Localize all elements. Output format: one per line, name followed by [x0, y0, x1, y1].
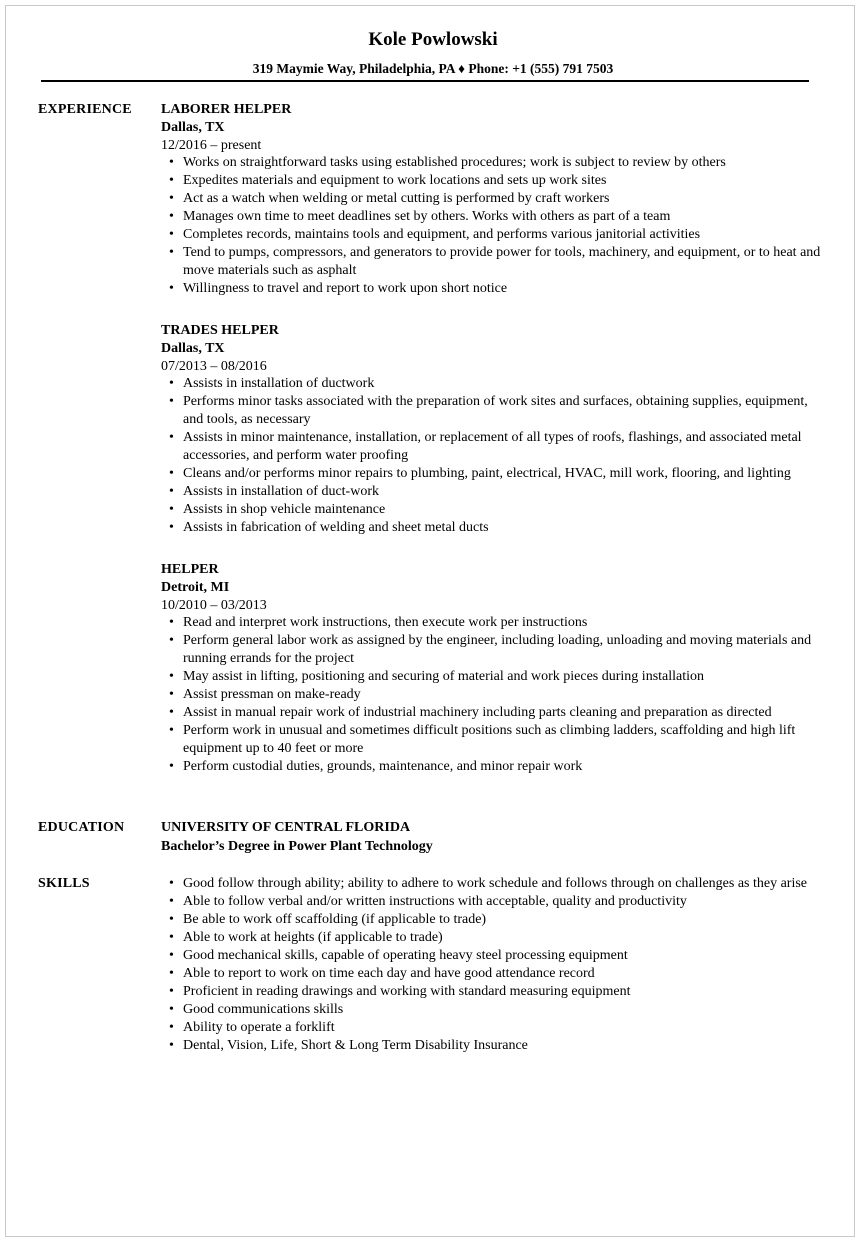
- skills-body: [161, 875, 823, 1055]
- job-title: TRADES HELPER: [161, 323, 279, 338]
- job-duty: • Assist pressman on make-ready: [161, 686, 823, 704]
- job-entry: [161, 561, 823, 776]
- job-title: HELPER: [161, 562, 219, 577]
- contact-line: 319 Maymie Way, Philadelphia, PA ♦ Phone: +1 (555) 791 7503: [252, 61, 614, 76]
- candidate-name: Kole Powlowski: [368, 29, 498, 50]
- header-divider: [41, 80, 809, 82]
- skills-list: [161, 875, 823, 1055]
- job-duties: [161, 375, 823, 537]
- job-dates: 12/2016 – present: [161, 138, 262, 153]
- job-duty: • Act as a watch when welding or metal cutting is performed by craft workers: [161, 190, 823, 208]
- job-duty: • Tend to pumps, compressors, and generators to provide power for tools, machinery, and equipment, or to heat and move materials such as asphalt: [161, 244, 823, 280]
- job-duty: • Perform work in unusual and sometimes difficult positions such as climbing ladders, scaffolding and high lift equipment up to 40 feet or more: [161, 722, 823, 758]
- job-dates: 07/2013 – 08/2016: [161, 359, 267, 374]
- skill-item: • Good communications skills: [161, 1001, 823, 1019]
- job-duty: • Expedites materials and equipment to work locations and sets up work sites: [161, 172, 823, 190]
- skill-item: • Good follow through ability; ability to adhere to work schedule and follows through on challenges as they arise: [161, 875, 823, 893]
- job-duty: • Assists in fabrication of welding and sheet metal ducts: [161, 519, 823, 537]
- job-duty: • Perform general labor work as assigned by the engineer, including loading, unloading and moving materials and running errands for the project: [161, 632, 823, 668]
- skill-item: • Dental, Vision, Life, Short & Long Term Disability Insurance: [161, 1037, 823, 1055]
- job-entry: [161, 101, 823, 298]
- job-location: Dallas, TX: [161, 120, 225, 135]
- skill-item: • Ability to operate a forklift: [161, 1019, 823, 1037]
- job-duty: • Assist in manual repair work of industrial machinery including parts cleaning and preparation as directed: [161, 704, 823, 722]
- job-duties: [161, 154, 823, 298]
- job-location: Detroit, MI: [161, 580, 230, 595]
- job-duty: • Assists in shop vehicle maintenance: [161, 501, 823, 519]
- education-body: [161, 819, 823, 857]
- job-duty: • Read and interpret work instructions, then execute work per instructions: [161, 614, 823, 632]
- degree-name: Bachelor’s Degree in Power Plant Technology: [161, 839, 433, 854]
- section-title-education: EDUCATION: [38, 820, 125, 835]
- job-entry: [161, 322, 823, 537]
- job-duty: • May assist in lifting, positioning and securing of material and work pieces during installation: [161, 668, 823, 686]
- job-dates: 10/2010 – 03/2013: [161, 598, 267, 613]
- job-duty: • Assists in installation of ductwork: [161, 375, 823, 393]
- job-duty: • Works on straightforward tasks using established procedures; work is subject to review by others: [161, 154, 823, 172]
- job-duty: • Assists in installation of duct-work: [161, 483, 823, 501]
- skill-item: • Good mechanical skills, capable of operating heavy steel processing equipment: [161, 947, 823, 965]
- job-title: LABORER HELPER: [161, 102, 292, 117]
- job-location: Dallas, TX: [161, 341, 225, 356]
- section-title-skills: SKILLS: [38, 876, 90, 891]
- job-duty: • Manages own time to meet deadlines set by others. Works with others as part of a team: [161, 208, 823, 226]
- job-duty: • Completes records, maintains tools and equipment, and performs various janitorial activities: [161, 226, 823, 244]
- skill-item: • Able to report to work on time each day and have good attendance record: [161, 965, 823, 983]
- job-duty: • Willingness to travel and report to work upon short notice: [161, 280, 823, 298]
- job-duty: • Assists in minor maintenance, installation, or replacement of all types of roofs, flashings, and associated metal accessories, and perform water proofing: [161, 429, 823, 465]
- skill-item: • Be able to work off scaffolding (if applicable to trade): [161, 911, 823, 929]
- skill-item: • Proficient in reading drawings and working with standard measuring equipment: [161, 983, 823, 1001]
- job-duty: • Performs minor tasks associated with the preparation of work sites and surfaces, obtaining supplies, equipment, and tools, as necessary: [161, 393, 823, 429]
- resume-header: [0, 28, 866, 78]
- skill-item: • Able to follow verbal and/or written instructions with acceptable, quality and productivity: [161, 893, 823, 911]
- experience-body: [161, 101, 823, 800]
- job-duty: • Perform custodial duties, grounds, maintenance, and minor repair work: [161, 758, 823, 776]
- job-duty: • Cleans and/or performs minor repairs to plumbing, paint, electrical, HVAC, mill work, flooring, and lighting: [161, 465, 823, 483]
- section-title-experience: EXPERIENCE: [38, 102, 132, 117]
- skill-item: • Able to work at heights (if applicable to trade): [161, 929, 823, 947]
- job-duties: [161, 614, 823, 776]
- school-name: UNIVERSITY OF CENTRAL FLORIDA: [161, 820, 411, 835]
